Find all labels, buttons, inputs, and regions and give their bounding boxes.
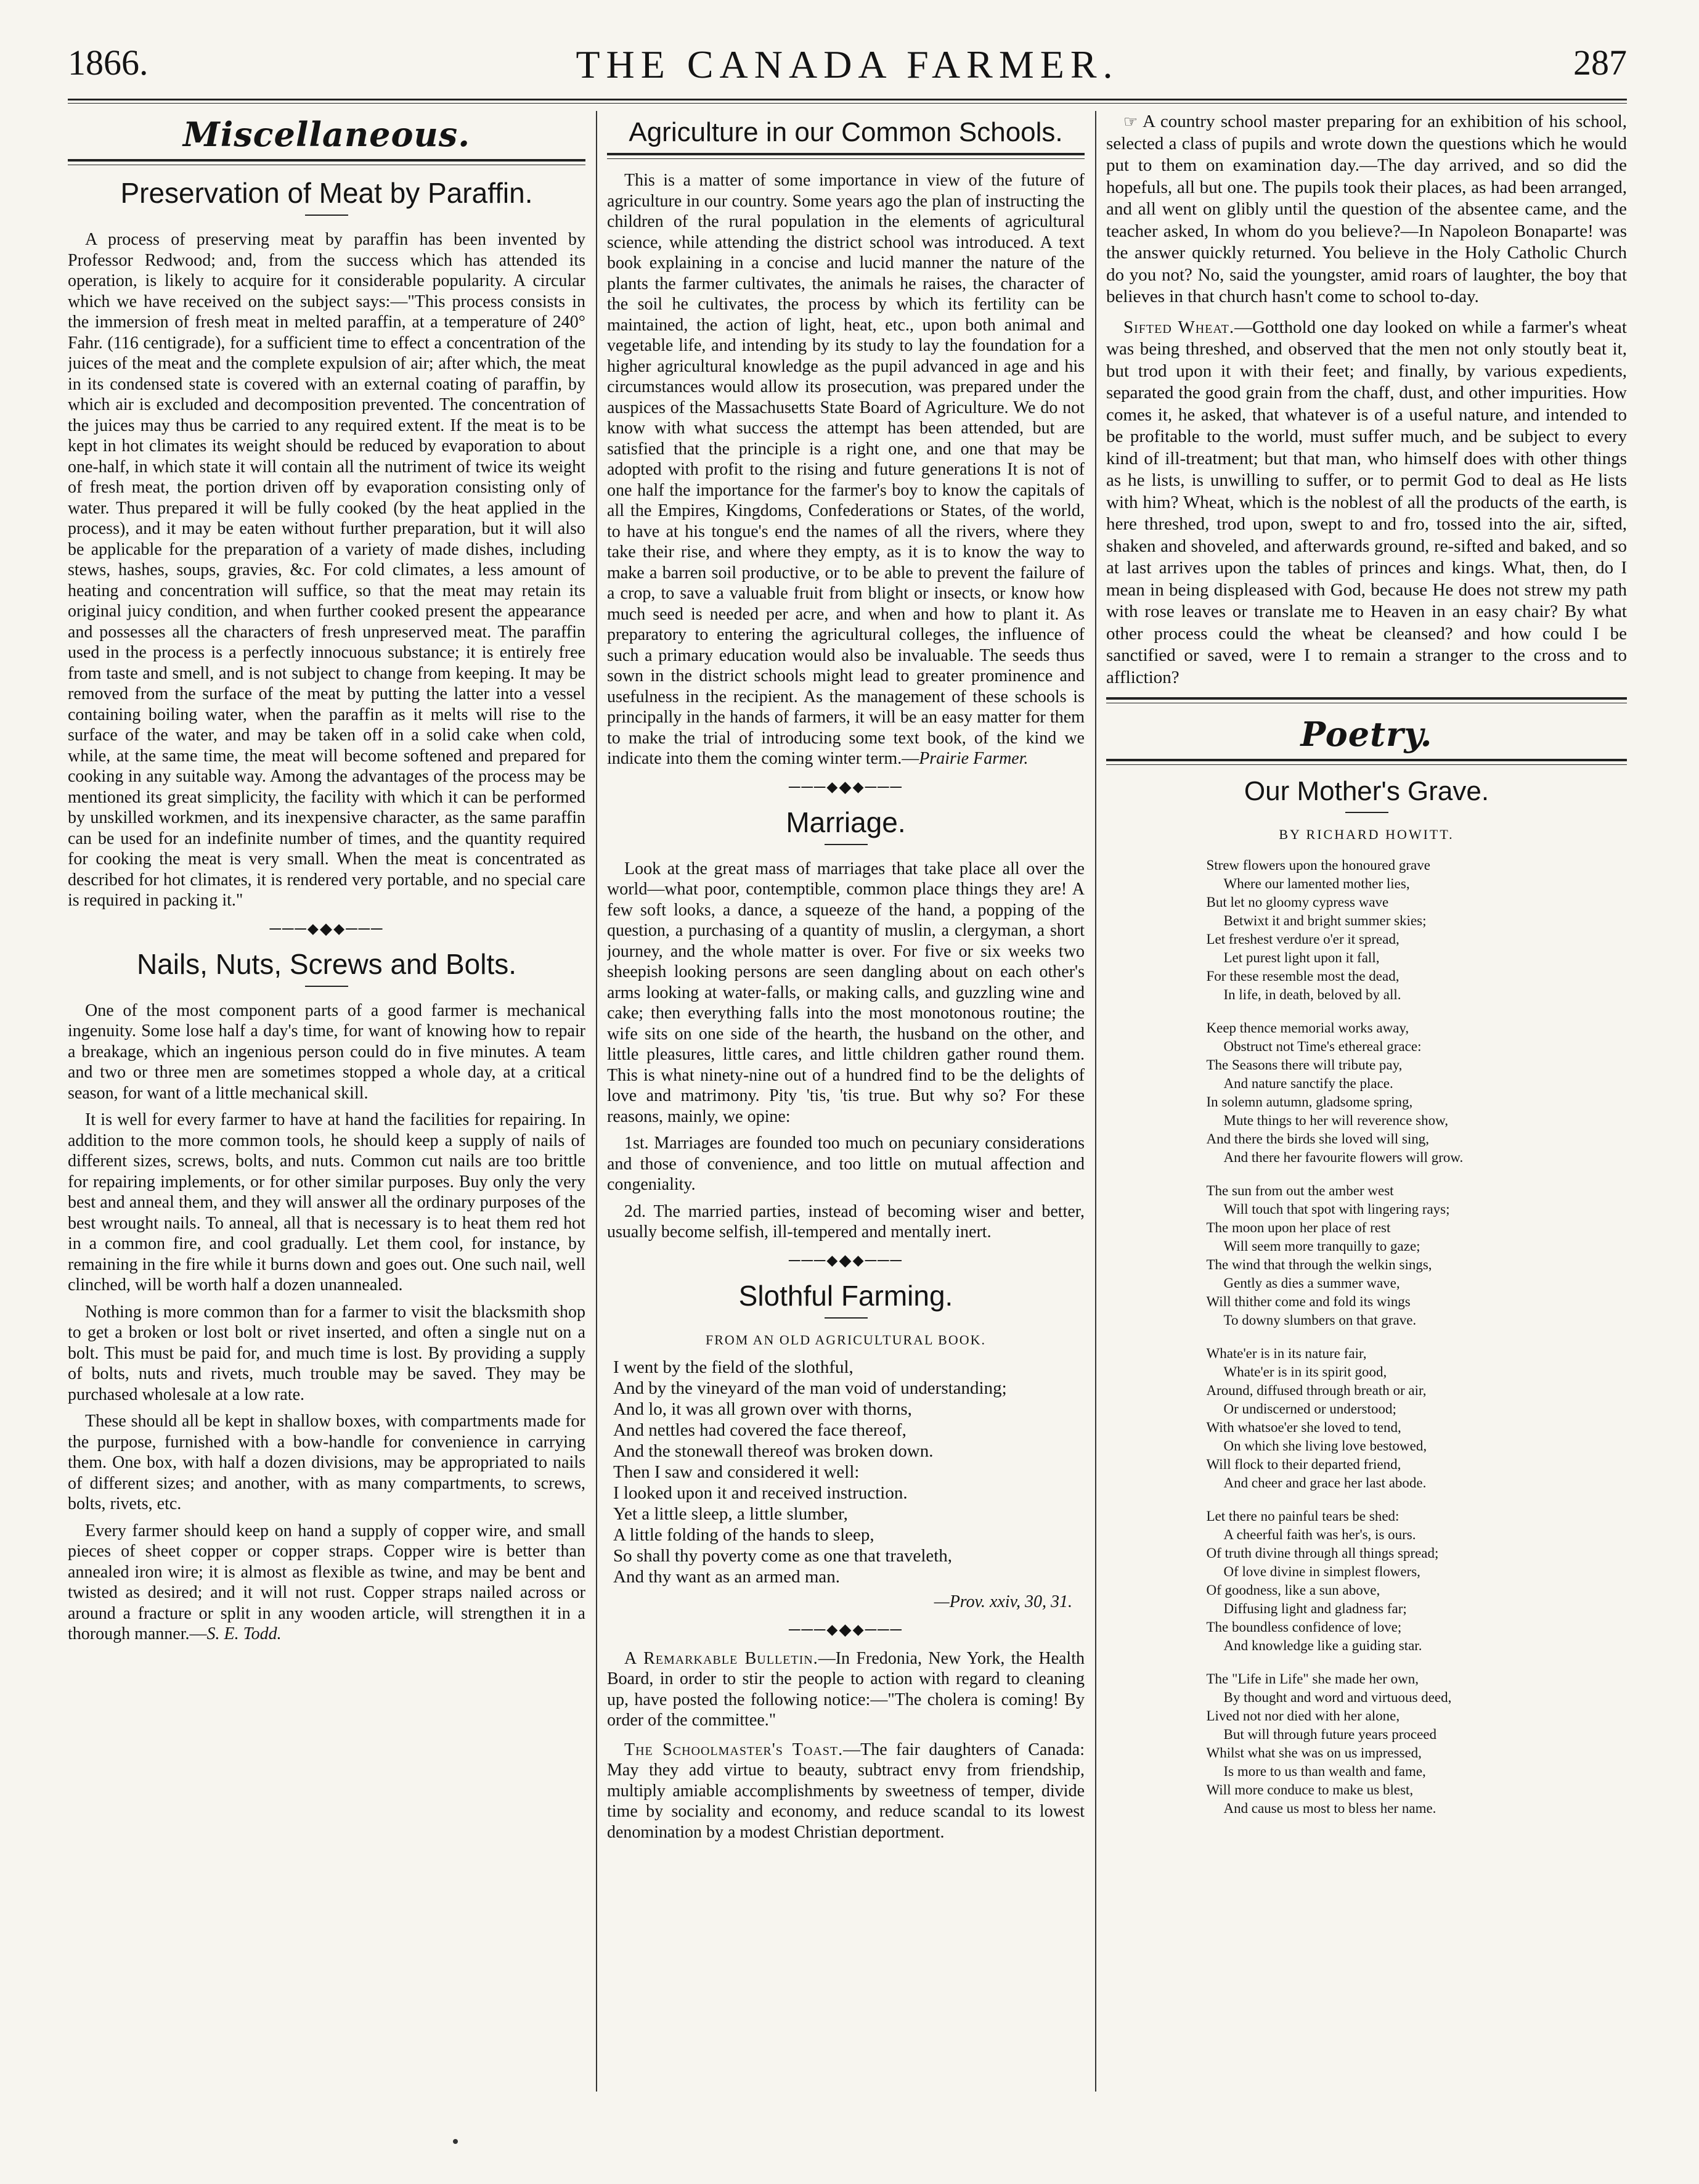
article-paragraph (1106, 111, 1627, 308)
poem-line: Yet a little sleep, a little slumber, (613, 1503, 848, 1524)
slothful-poem (613, 1357, 1085, 1587)
article-paragraph (1106, 317, 1627, 689)
section-ornament: ───⬥◆⬥─── (789, 777, 903, 796)
poem-line: Then I saw and considered it well: (613, 1462, 860, 1482)
poem-stanza (1207, 856, 1527, 1004)
poem-line: By thought and word and virtuous deed, (1223, 1690, 1452, 1705)
poem-line: With whatsoe'er she loved to tend, (1206, 1420, 1401, 1435)
title-dash (1345, 812, 1388, 813)
article-title: Agriculture in our Common Schools. (629, 117, 1063, 147)
article-paraffin (68, 176, 585, 911)
item-lead: Sifted Wheat. (1123, 317, 1235, 337)
column-divider (596, 111, 597, 2092)
article-paragraph: Nothing is more common than for a farmer to visit the blacksmith shop to get a broken or lost bolt or rivet inserted, and often a single nut on a bolt. This must be paid for, and much time is lost. By providing a supply of bolts, nuts and rivets, much trouble may be saved. They may be purchased wholesale at a low rate. (68, 1302, 585, 1404)
poem-line: In solemn autumn, gladsome spring, (1206, 1094, 1413, 1110)
article-title: Slothful Farming. (738, 1279, 953, 1312)
article-sifted-wheat (1106, 317, 1627, 689)
department-heading-miscellaneous: Miscellaneous. (182, 115, 471, 154)
column-3 (1106, 111, 1627, 2092)
poem-line: And cause us most to bless her name. (1223, 1801, 1436, 1816)
article-school-master (1106, 111, 1627, 308)
article-paragraph (68, 1521, 585, 1645)
poem-line: And cheer and grace her last abode. (1223, 1475, 1427, 1491)
poem-line: And there the birds she loved will sing, (1206, 1131, 1430, 1147)
poem-line: A cheerful faith was her's, is ours. (1223, 1527, 1416, 1542)
poem-line: Whilst what she was on us impressed, (1206, 1745, 1422, 1761)
article-paragraph (607, 170, 1085, 769)
article-remarkable-bulletin (607, 1648, 1085, 1731)
paragraph-text: Every farmer should keep on hand a supply of copper wire, and small pieces of sheet copper or copper straps. Copper wire is better than annealed iron wire; it is almost as flexible as twine, and may be bent and twisted as desired; and it will not rust. Copper straps nailed across or around a fracture or split in any wooden article, will strengthen it in a thorough manner.— (68, 1521, 585, 1643)
poem-line: And the stonewall thereof was broken down. (613, 1441, 934, 1461)
article-paragraph: One of the most component parts of a good farmer is mechanical ingenuity. Some lose half a day's time, for want of knowing how to repair a breakage, which an ingenious person could do in five minutes. A team and two or three men are sometimes stopped a whole day, at a critical season, for want of a little mechanical skill. (68, 1000, 585, 1103)
article-signature: Prairie Farmer. (919, 749, 1029, 768)
article-paragraph (607, 1648, 1085, 1731)
department-heading-poetry: Poetry. (1300, 714, 1433, 754)
article-paragraph: Look at the great mass of marriages that take place all over the world—what poor, contemptible, common place things they are! A few soft looks, a dance, a squeeze of the hand, a popping of the question, a purchasing of a quantity of muslin, a clergyman, a short journey, and the whole matter is over. For five or six weeks two sheepish looking persons are seen dangling about on each other's arms looking at water-falls, or making calls, and guzzling wine and cake; then everything falls into the most monotonous routine; the wife sits on one side of the hearth, the husband on the other, and little pleasures, little cares, and little children gather round them. This is what ninety-nine out of a hundred find to be the delights of love and matrimony. Pity 'tis, 'tis true. But why so? For these reasons, mainly, we opine: (607, 859, 1085, 1126)
poem-stanza (1207, 1019, 1527, 1167)
poem-stanza (1207, 1344, 1527, 1492)
poem-line: Will thither come and fold its wings (1206, 1294, 1411, 1309)
paragraph-text: This is a matter of some importance in view of the future of agriculture in our country. Some years ago the plan of instructing the children of the rural population in the elements of agricultural science, while attending the district school was introduced. A text book explaining in a concise and lucid manner the nature of the plants the farmer cultivates, the animals he raises, the character of the soil he cultivates, the process by which its fertility can be maintained, the action of light, heat, etc., upon both animal and vegetable life, and intending by its study to lay the foundation for a higher agricultural knowledge as the pupil advanced in age and his circumstances would allow its prosecution, was prepared under the auspices of the Massachusetts State Board of Agriculture. We do not know with what success the attempt has been attended, but are satisfied that the principle is a right one, and one that may be adopted with profit to the rising and future generations It is not of one half the importance for the farmer's boy to know the capitals of all the Empires, Kingdoms, Confederations or States, of the world, to have at his tongue's end the names of all the rivers, where they take their rise, and where they empty, as it is to know the way to make a barren soil productive, or to be able to prevent the failure of a crop, to save a valuable fruit from blight or insects, or know how much seed is needed per acre, and when and how to plant it. As preparatory to entering the agricultural colleges, the influence of such a primary education would also be invaluable. The seeds thus sown in the district schools might lead to greater prominence and usefulness in the recipient. As the management of these schools is principally in the hands of farmers, it will be an easy matter for them to make the trial of introducing some text book, of the kind we indicate into them the coming winter term.— (607, 171, 1085, 768)
poem-line: Of truth divine through all things spread; (1206, 1545, 1439, 1561)
section-ornament: ───⬥◆⬥─── (789, 1620, 903, 1638)
poem-line: Lived not nor died with her alone, (1206, 1708, 1400, 1724)
poem-line: So shall thy poverty come as one that traveleth, (613, 1545, 953, 1566)
poem-line: A little folding of the hands to sleep, (613, 1524, 874, 1545)
paragraph-text: —Gotthold one day looked on while a farmer's wheat was being threshed, and observed that the men not only stoutly beat it, but trod upon it with their feet; and finally, by various expedients, separated the good grain from the chaff, dust, and other impurities. How comes it, he asked, that whatever is of a useful nature, and intended to be profitable to the world, must suffer much, and be subject to every kind of ill-treatment; but that man, who himself does with other things as he lists, is unwilling to suffer, or to permit God to deal as He lists with him? Wheat, which is the noblest of all the products of the earth, is here threshed, trod upon, swept to and fro, tossed into the air, sifted, shaken and shoveled, and afterwards ground, re-sifted and baked, and so at last arrives upon the tables of princes and kings. What, then, do I mean in being displeased with God, because He does not strew my path with rose leaves or translate me to Heaven in an easy chair? By what other process could the wheat be cleansed? and how could I be sanctified or saved, were I to remain a stranger to the cross and to affliction? (1106, 317, 1627, 687)
poem-line: The sun from out the amber west (1206, 1183, 1394, 1198)
article-paragraph: It is well for every farmer to have at hand the facilities for repairing. In addition to the more common tools, he should keep a supply of nails of different sizes, screws, bolts, and nuts. Common cut nails are too brittle for repairing implements, or for other similar purposes. Buy only the very best and anneal them, and they will answer all the ordinary purposes of the best wrought nails. To anneal, all that is necessary is to heat them red hot in a common fire, and cool gradually. Let them cool, for instance, by remaining in the fire while it burns down and goes out. One such nail, well clinched, will be worth half a dozen unannealed. (68, 1110, 585, 1294)
poem-line: Gently as dies a summer wave, (1223, 1275, 1400, 1291)
poem-source: FROM AN OLD AGRICULTURAL BOOK. (705, 1331, 987, 1348)
section-ornament: ───⬥◆⬥─── (789, 1251, 903, 1269)
article-paragraph: 1st. Marriages are founded too much on pecuniary considerations and those of convenience, and too little on mutual affection and congeniality. (607, 1134, 1085, 1194)
section-ornament: ───⬥◆⬥─── (269, 919, 384, 938)
article-title: Marriage. (786, 806, 906, 838)
poem-line: Will touch that spot with lingering rays; (1223, 1201, 1450, 1217)
article-title: Preservation of Meat by Paraffin. (120, 177, 533, 209)
poem-line: Strew flowers upon the honoured grave (1206, 857, 1430, 873)
poem-title: Our Mother's Grave. (1244, 776, 1489, 806)
title-dash (305, 215, 348, 216)
poem-line: Whate'er is in its spirit good, (1223, 1364, 1387, 1380)
article-paragraph: 2d. The married parties, instead of becoming wiser and better, usually become selfish, ill-tempered and mentally inert. (607, 1201, 1085, 1241)
article-slothful-farming (607, 1279, 1085, 1612)
poem-line: But let no gloomy cypress wave (1206, 894, 1389, 910)
poem-line: I looked upon it and received instruction. (613, 1483, 908, 1503)
poem-line: Obstruct not Time's ethereal grace: (1223, 1039, 1422, 1054)
poem-stanza (1207, 1507, 1527, 1655)
poem-line: Will flock to their departed friend, (1206, 1457, 1401, 1472)
paragraph-text: —In Fredonia, New York, the Health Board, in order to stir the people to action with regard to cleaning up, have posted the following notice:—"The cholera is coming! By order of the committee." (607, 1648, 1085, 1730)
column-divider (1095, 111, 1096, 2092)
masthead (68, 42, 1627, 97)
section-rule (1106, 697, 1627, 703)
poem-line: For these resemble most the dead, (1206, 968, 1400, 984)
poem-line: And by the vineyard of the man void of understanding; (613, 1378, 1007, 1398)
article-agriculture-schools (607, 117, 1085, 769)
poem-line: Betwixt it and bright summer skies; (1223, 913, 1427, 928)
scripture-reference: —Prov. xxiv, 30, 31. (934, 1592, 1072, 1611)
poem-line: Whate'er is in its nature fair, (1206, 1346, 1367, 1361)
article-paragraph: These should all be kept in shallow boxes, with compartments made for the purpose, furnished with a bow-handle for convenience in carrying them. One box, with half a dozen divisions, may be appropriated to nails of different sizes; and another, with as many compartments, to screws, bolts, rivets, etc. (68, 1412, 585, 1513)
item-lead: A Remarkable Bulletin. (624, 1648, 818, 1668)
poem-line: Diffusing light and gladness far; (1223, 1601, 1407, 1616)
poem-line: In life, in death, beloved by all. (1223, 987, 1401, 1002)
article-paragraph (607, 1740, 1085, 1843)
poem-line: Let there no painful tears be shed: (1206, 1508, 1400, 1524)
poem-line: On which she living love bestowed, (1223, 1438, 1427, 1454)
column-2 (607, 111, 1085, 2092)
section-rule (607, 153, 1085, 159)
poem-line: Or undiscerned or understood; (1223, 1401, 1396, 1417)
poem-line: Will seem more tranquilly to gaze; (1223, 1238, 1420, 1254)
article-schoolmasters-toast (607, 1740, 1085, 1843)
article-title: Nails, Nuts, Screws and Bolts. (136, 947, 517, 980)
poem-stanza (1207, 1670, 1527, 1818)
paragraph-text: —The fair daughters of Canada: May they add virtue to beauty, subtract envy from friendship, multiply amiable accomplishments by sweetness of temper, divide time by sociality and economy, and reduce scandal to its lowest denomination by a modest Christian deportment. (607, 1740, 1085, 1842)
page-number: 287 (1573, 43, 1627, 83)
section-rule (1106, 759, 1627, 765)
poem-line: Let purest light upon it fall, (1223, 950, 1380, 965)
poem-line: I went by the field of the slothful, (613, 1357, 854, 1377)
poem-line: The wind that through the welkin sings, (1206, 1257, 1432, 1272)
newspaper-title: THE CANADA FARMER. (576, 43, 1119, 86)
poem-line: But will through future years proceed (1223, 1727, 1437, 1742)
print-speck (453, 2139, 458, 2144)
title-dash (825, 844, 868, 845)
article-paragraph: A process of preserving meat by paraffin has been invented by Professor Redwood; and, from the success which has attended its operation, is likely to acquire for it considerable popularity. A circular which we have received on the subject says:—"This process consists in the immersion of fresh meat in melted paraffin, at a temperature of 240° Fahr. (116 centigrade), for a sufficient time to effect a concentration of the juices of the meat and the complete expulsion of air; after which, the meat in its condensed state is covered with an external coating of paraffin, by which air is excluded and decomposition prevented. The concentration of the juices may thus be carried to any required extent. If the meat is to be kept in hot climates its weight should be reduced by evaporation to about one-half, in which state it will contain all the nutriment of twice its weight of fresh meat, the portion driven off by evaporation consisting only of water. Thus prepared it will be fully cooked (by the heat applied in the process), and it may be eaten without further preparation, but it will also be applicable for the preparation of a variety of made dishes, including stews, hashes, soups, gravies, &c. For cold climates, a less amount of heating and concentration will suffice, so that the meat may retain its original juicy condition, and when further cooked present the appearance and possesses all the characters of fresh unpreserved meat. The paraffin used in the process is a perfectly innocuous substance; it is entirely free from taste and smell, and is not subject to change from keeping. It may be removed from the surface of the meat by putting the latter into a vessel containing boiling water, when the paraffin as it melts will rise to the surface of the water, and may be taken off in a solid cake when cold, while, at the same time, the meat will become softened and prepared for cooking in any suitable way. Among the advantages of the process may be mentioned its great simplicity, the facility with which it can be performed by unskilled workmen, and its inexpensive character, as the same paraffin can be used for an indefinite number of times, and the quantity required for cooking the meat is very small. When the meat is concentrated as described for hot climates, it is rendered very portable, and no special care is required in packing it." (68, 230, 585, 910)
poem-line: Mute things to her will reverence show, (1223, 1113, 1448, 1128)
poem-line: Where our lamented mother lies, (1223, 876, 1410, 891)
poem-line: The "Life in Life" she made her own, (1206, 1671, 1419, 1687)
title-dash (825, 1317, 868, 1319)
article-marriage (607, 806, 1085, 1243)
issue-year: 1866. (68, 43, 149, 83)
poem-line: Of love divine in simplest flowers, (1223, 1564, 1420, 1579)
poem-line: To downy slumbers on that grave. (1223, 1312, 1417, 1328)
article-nails (68, 947, 585, 1645)
item-lead: The Schoolmaster's Toast. (624, 1740, 844, 1759)
poem-stanza (1207, 1182, 1527, 1330)
poem-line: Keep thence memorial works away, (1206, 1020, 1409, 1036)
poem-line: And nettles had covered the face thereof, (613, 1420, 907, 1440)
poem-line: The boundless confidence of love; (1206, 1619, 1402, 1635)
column-1 (68, 111, 585, 2092)
poem-line: And thy want as an armed man. (613, 1566, 841, 1587)
poem-line: And nature sanctify the place. (1223, 1076, 1393, 1091)
poem-line: Of goodness, like a sun above, (1206, 1582, 1380, 1598)
pointing-hand-icon: ☞ (1123, 113, 1138, 131)
section-rule (68, 159, 585, 165)
poem-line: And there her favourite flowers will grow. (1223, 1150, 1464, 1165)
poem-line: The Seasons there will tribute pay, (1206, 1057, 1403, 1073)
poem-line: Is more to us than wealth and fame, (1223, 1764, 1426, 1779)
poem-line: Will more conduce to make us blest, (1206, 1782, 1414, 1798)
title-dash (305, 986, 348, 987)
poem-line: The moon upon her place of rest (1206, 1220, 1391, 1235)
poem-line: And lo, it was all grown over with thorns, (613, 1399, 912, 1419)
poem-line: And knowledge like a guiding star. (1223, 1638, 1422, 1653)
masthead-rule (68, 99, 1627, 104)
poem-our-mothers-grave (1106, 776, 1627, 1818)
paragraph-text: A country school master preparing for an exhibition of his school, selected a class of pupils and wrote down the questions which he would put to them on examination day.—The day arrived, and so did the hopefuls, all but one. The pupils took their places, as had been arranged, and all went on glibly until the question of the absentee came, and the teacher asked, In whom do you believe?—In Napoleon Bonaparte! was the answer quickly returned. You believe in the Holy Catholic Church do you not? No, said the youngster, amid roars of laughter, the boy that believes in that church hasn't come to school to-day. (1106, 112, 1627, 306)
poem-line: Around, diffused through breath or air, (1206, 1383, 1427, 1398)
article-signature: S. E. Todd. (206, 1624, 282, 1643)
poem-line: Let freshest verdure o'er it spread, (1206, 931, 1400, 947)
poem-byline: BY RICHARD HOWITT. (1279, 827, 1454, 842)
